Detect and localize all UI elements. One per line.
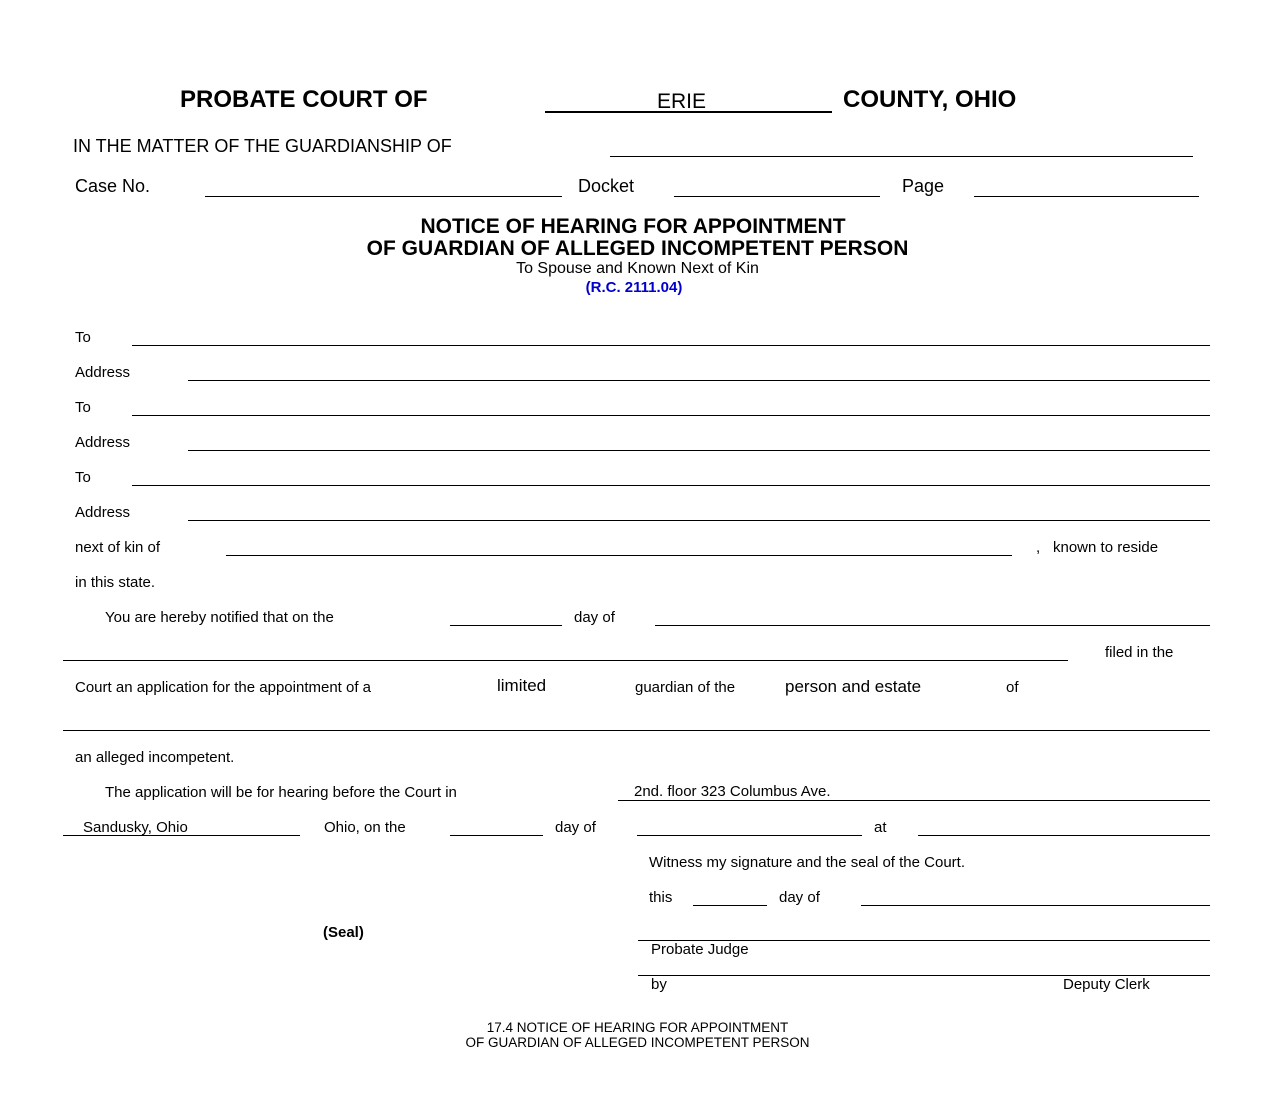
title-line1: NOTICE OF HEARING FOR APPOINTMENT bbox=[420, 215, 846, 238]
this-label: this bbox=[649, 889, 673, 906]
docket-field[interactable] bbox=[674, 196, 880, 197]
day-of-label-2: day of bbox=[555, 819, 596, 836]
in-this-state: in this state. bbox=[75, 574, 156, 591]
to-field-3[interactable] bbox=[132, 485, 1210, 486]
day-of-label-3: day of bbox=[779, 889, 820, 906]
deputy-clerk-label: Deputy Clerk bbox=[1063, 976, 1150, 993]
filed-in-the: filed in the bbox=[1105, 644, 1174, 661]
to-field-1[interactable] bbox=[132, 345, 1210, 346]
location-value[interactable]: 2nd. floor 323 Columbus Ave. bbox=[634, 783, 831, 800]
next-of-kin-label: next of kin of bbox=[75, 539, 161, 556]
court-application-text: Court an application for the appointment of a bbox=[75, 679, 372, 696]
to-label-1: To bbox=[75, 329, 91, 346]
court-suffix: COUNTY, OHIO bbox=[843, 86, 1017, 113]
docket-label: Docket bbox=[578, 176, 635, 196]
guardian-scope-value[interactable]: person and estate bbox=[785, 677, 922, 696]
guardian-of-the: guardian of the bbox=[635, 679, 736, 696]
hearing-month-field[interactable] bbox=[637, 835, 862, 836]
notified-text: You are hereby notified that on the bbox=[105, 609, 334, 626]
seal-label: (Seal) bbox=[323, 924, 364, 941]
guardian-type-value[interactable]: limited bbox=[497, 676, 547, 695]
to-label-3: To bbox=[75, 469, 91, 486]
address-field-3[interactable] bbox=[188, 520, 1210, 521]
to-label-2: To bbox=[75, 399, 91, 416]
subtitle: To Spouse and Known Next of Kin bbox=[516, 260, 759, 277]
location-line bbox=[618, 800, 1210, 801]
next-of-kin-field[interactable] bbox=[226, 555, 1012, 556]
applicant-field[interactable] bbox=[63, 660, 1068, 661]
signature-month-field[interactable] bbox=[861, 905, 1210, 906]
hearing-day-field[interactable] bbox=[450, 835, 543, 836]
address-label-1: Address bbox=[75, 364, 131, 381]
known-to-reside: known to reside bbox=[1053, 539, 1159, 556]
address-field-2[interactable] bbox=[188, 450, 1210, 451]
ohio-on-the: Ohio, on the bbox=[324, 819, 406, 836]
county-value[interactable]: ERIE bbox=[657, 90, 707, 113]
probate-judge-label: Probate Judge bbox=[651, 941, 749, 958]
statute-reference: (R.C. 2111.04) bbox=[585, 279, 683, 296]
case-no-label: Case No. bbox=[75, 176, 151, 196]
guardianship-name-field[interactable] bbox=[610, 156, 1193, 157]
footer-line2: OF GUARDIAN OF ALLEGED INCOMPETENT PERSON bbox=[465, 1035, 810, 1050]
comma: , bbox=[1036, 539, 1041, 556]
by-label: by bbox=[651, 976, 667, 993]
ward-name-field[interactable] bbox=[63, 730, 1210, 731]
of-label: of bbox=[1006, 679, 1019, 696]
case-no-field[interactable] bbox=[205, 196, 562, 197]
court-prefix: PROBATE COURT OF bbox=[180, 86, 428, 113]
city-value[interactable]: Sandusky, Ohio bbox=[83, 819, 188, 836]
notice-month-field[interactable] bbox=[655, 625, 1210, 626]
address-label-3: Address bbox=[75, 504, 131, 521]
witness-text: Witness my signature and the seal of the Court. bbox=[649, 854, 965, 871]
footer-line1: 17.4 NOTICE OF HEARING FOR APPOINTMENT bbox=[486, 1020, 789, 1035]
day-of-label-1: day of bbox=[574, 609, 615, 626]
matter-label: IN THE MATTER OF THE GUARDIANSHIP OF bbox=[73, 136, 452, 156]
hearing-text: The application will be for hearing before the Court in bbox=[105, 784, 457, 801]
page-field[interactable] bbox=[974, 196, 1199, 197]
hearing-time-field[interactable] bbox=[918, 835, 1210, 836]
signature-day-field[interactable] bbox=[693, 905, 767, 906]
at-label: at bbox=[874, 819, 887, 836]
address-field-1[interactable] bbox=[188, 380, 1210, 381]
to-field-2[interactable] bbox=[132, 415, 1210, 416]
address-label-2: Address bbox=[75, 434, 131, 451]
notice-day-field[interactable] bbox=[450, 625, 562, 626]
alleged-incompetent: an alleged incompetent. bbox=[75, 749, 235, 766]
page-label: Page bbox=[902, 176, 945, 196]
title-line2: OF GUARDIAN OF ALLEGED INCOMPETENT PERSON bbox=[366, 237, 909, 260]
